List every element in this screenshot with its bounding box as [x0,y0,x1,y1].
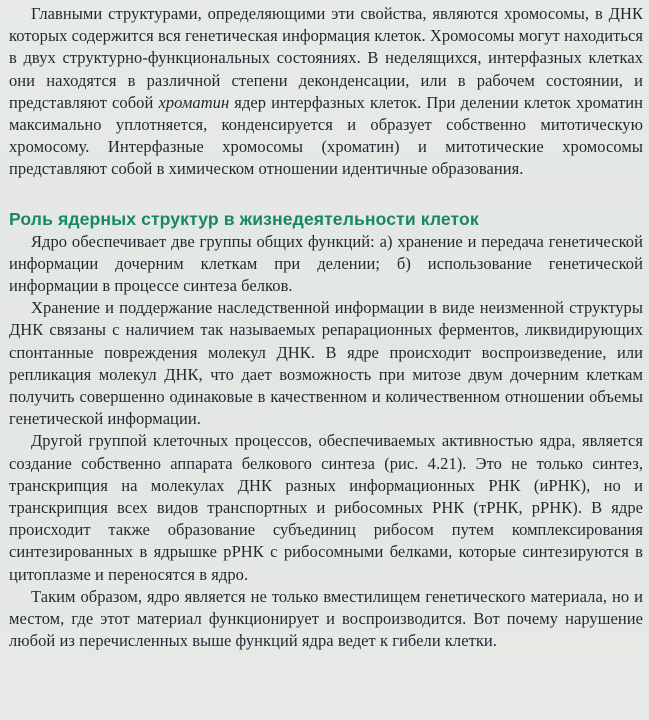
paragraph-text: Главными структурами, определяющими эти свойства, являются хромосомы, в ДНК которых содержится вся генетическая информация клеток. Хромосомы могут находиться в двух структурно-функциональных состояниях. В неделящихся, интерфазных клетках они находятся в различной степени деконденсации, или в рабочем состоянии, и представляют собой [9,4,643,112]
paragraph-chromosomes [9,3,643,181]
paragraph-nucleus-functions: Ядро обеспечивает две группы общих функций: а) хранение и передача генетической информации дочерним клеткам при делении; б) использование генетической информации в процессе синтеза белков. [9,231,643,296]
paragraph-conclusion: Таким образом, ядро является не только вместилищем генетического материала, но и местом, где этот материал функционирует и воспроизводится. Вот почему нарушение любой из перечисленных выше функций ядра ведет к гибели клетки. [9,586,643,651]
paragraph-protein-synthesis: Другой группой клеточных процессов, обеспечиваемых активностью ядра, является создание собственно аппарата белкового синтеза (рис. 4.21). Это не только синтез, транскрипция на молекулах ДНК разных информационных РНК (иРНК), но и транскрипция всех видов транспортных и рибосомных РНК (тРНК, рРНК). В ядре происходит также образование субъединиц рибосом путем комплексирования синтезированных в ядрышке рРНК с рибосомными белками, которые синтезируются в цитоплазме и переносятся в ядро. [9,431,643,584]
term-chromatin: хроматин [158,92,230,112]
paragraph-dna-storage: Хранение и поддержание наследственной информации в виде неизменной структуры ДНК связаны с наличием так называемых репарационных ферментов, ликвидирующих спонтанные повреждения молекул ДНК. В ядре происходит воспроизведение, или репликация молекул ДНК, что дает возможность при митозе двум дочерним клеткам получить совершенно одинаковые в качественном и количественном отношении объемы генетической информации. [9,298,643,429]
paragraph-text: ядер интерфазных клеток. При делении клеток хроматин максимально уплотняется, конденсируется и образует собственно митотическую хромосому. Интерфазные хромосомы (хроматин) и митотические хромосомы представляют собой в химическом отношении идентичные образования. [9,92,644,179]
section-heading: Роль ядерных структур в жизнедеятельности клеток [9,208,479,229]
